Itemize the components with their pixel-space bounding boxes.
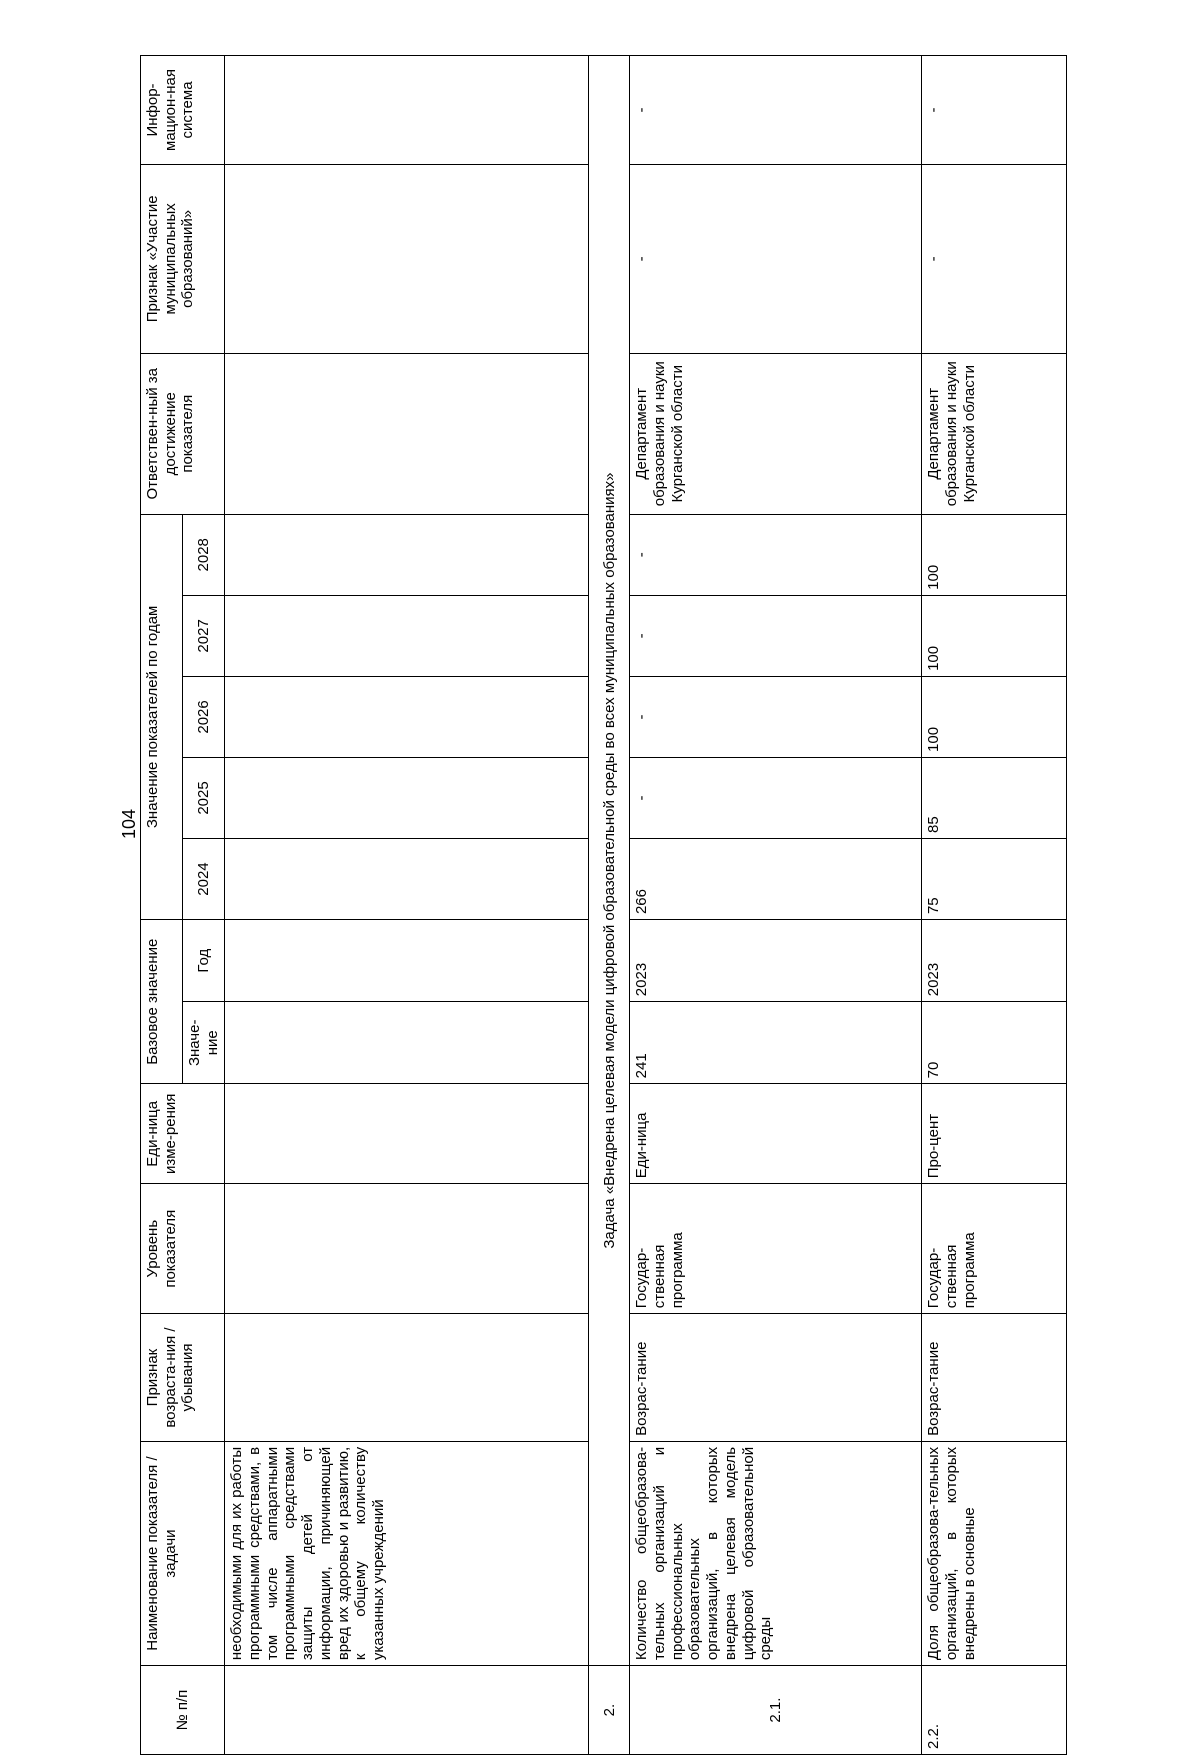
row-2-1-2027: - <box>630 595 922 676</box>
row-2-1-municipal: - <box>630 164 922 353</box>
cell-2027 <box>225 595 589 676</box>
cell-2025 <box>225 757 589 838</box>
cell-level <box>225 1184 589 1314</box>
cell-base-value <box>225 1002 589 1084</box>
header-year-2026: 2026 <box>183 676 225 757</box>
row-2-1-name: Количество общеобразова-тельных организаций и профессиональных образовательных организаций, в которых внедрена целевая модель цифровой образовательной среды <box>630 1441 922 1665</box>
row-2-1-2025: - <box>630 757 922 838</box>
page-number: 104 <box>119 808 139 839</box>
header-values-by-year: Значение показателей по годам <box>141 514 183 919</box>
cell-name: необходимыми для их работы программными средствами, в том числе аппаратными программными средствами защиты детей от информации, причиняющей вред их здоровью и развитию, к общему количеству указанных учреждений <box>225 1441 589 1665</box>
header-year-2027: 2027 <box>183 595 225 676</box>
header-infosystem: Инфор-мацион-ная система <box>141 56 225 165</box>
header-year-2024: 2024 <box>183 839 225 920</box>
header-base-year: Год <box>183 920 225 1002</box>
cell-trend <box>225 1314 589 1442</box>
row-2-1-base-year: 2023 <box>630 920 922 1002</box>
row-2-2-responsible: Департамент образования и науки Курганской области <box>922 353 1067 514</box>
row-2-2-base-value: 70 <box>922 1002 1067 1084</box>
header-name: Наименование показателя / задачи <box>141 1441 225 1665</box>
header-base: Базовое значение <box>141 920 183 1084</box>
cell-base-year <box>225 920 589 1002</box>
row-2-2-level: Государ-ственная программа <box>922 1184 1067 1314</box>
indicators-table <box>140 55 1067 1755</box>
header-unit: Еди-ница изме-рения <box>141 1084 225 1184</box>
row-2-2-2026: 100 <box>922 676 1067 757</box>
table-row <box>922 56 1067 1755</box>
row-2-2-num: 2.2. <box>922 1666 1067 1755</box>
row-2-2-trend: Возрас-тание <box>922 1314 1067 1442</box>
row-2-1-level: Государ-ственная программа <box>630 1184 922 1314</box>
cell-unit <box>225 1084 589 1184</box>
row-2-1-infosystem: - <box>630 56 922 165</box>
row-2-2-base-year: 2023 <box>922 920 1067 1002</box>
row-2-1-2024: 266 <box>630 839 922 920</box>
cell-municipal <box>225 164 589 353</box>
row-2-2-2025: 85 <box>922 757 1067 838</box>
row-2-1-base-value: 241 <box>630 1002 922 1084</box>
row-2-1-2028: - <box>630 514 922 595</box>
header-level: Уровень показателя <box>141 1184 225 1314</box>
row-2-1-unit: Еди-ница <box>630 1084 922 1184</box>
row-2-2-name: Доля общеобразова-тельных организаций, в которых внедрены в основные <box>922 1441 1067 1665</box>
cell-responsible <box>225 353 589 514</box>
row-2-1-responsible: Департамент образования и науки Курганской области <box>630 353 922 514</box>
cell-infosystem <box>225 56 589 165</box>
header-municipal: Признак «Участие муниципальных образований» <box>141 164 225 353</box>
row-2-2-unit: Про-цент <box>922 1084 1067 1184</box>
header-trend: Признак возраста-ния / убывания <box>141 1314 225 1442</box>
header-year-2028: 2028 <box>183 514 225 595</box>
cell-2026 <box>225 676 589 757</box>
row-2-1-2026: - <box>630 676 922 757</box>
rotated-table-sheet <box>140 55 1110 1755</box>
table-row <box>630 56 922 1755</box>
cell-2024 <box>225 839 589 920</box>
cell-2028 <box>225 514 589 595</box>
header-responsible: Ответствен-ный за достижение показателя <box>141 353 225 514</box>
row-2-1-num: 2.1. <box>630 1666 922 1755</box>
task-num: 2. <box>589 1666 630 1755</box>
header-num: № п/п <box>141 1666 225 1755</box>
cell-num <box>225 1666 589 1755</box>
row-2-2-infosystem: - <box>922 56 1067 165</box>
header-base-value: Значе-ние <box>183 1002 225 1084</box>
row-2-1-trend: Возрас-тание <box>630 1314 922 1442</box>
row-2-2-2024: 75 <box>922 839 1067 920</box>
row-2-2-municipal: - <box>922 164 1067 353</box>
task-title: Задача «Внедрена целевая модели цифровой образовательной среды во всех муниципальных образованиях» <box>589 56 630 1666</box>
table-row <box>225 56 589 1755</box>
row-2-2-2028: 100 <box>922 514 1067 595</box>
header-year-2025: 2025 <box>183 757 225 838</box>
task-row <box>589 56 630 1755</box>
row-2-2-2027: 100 <box>922 595 1067 676</box>
